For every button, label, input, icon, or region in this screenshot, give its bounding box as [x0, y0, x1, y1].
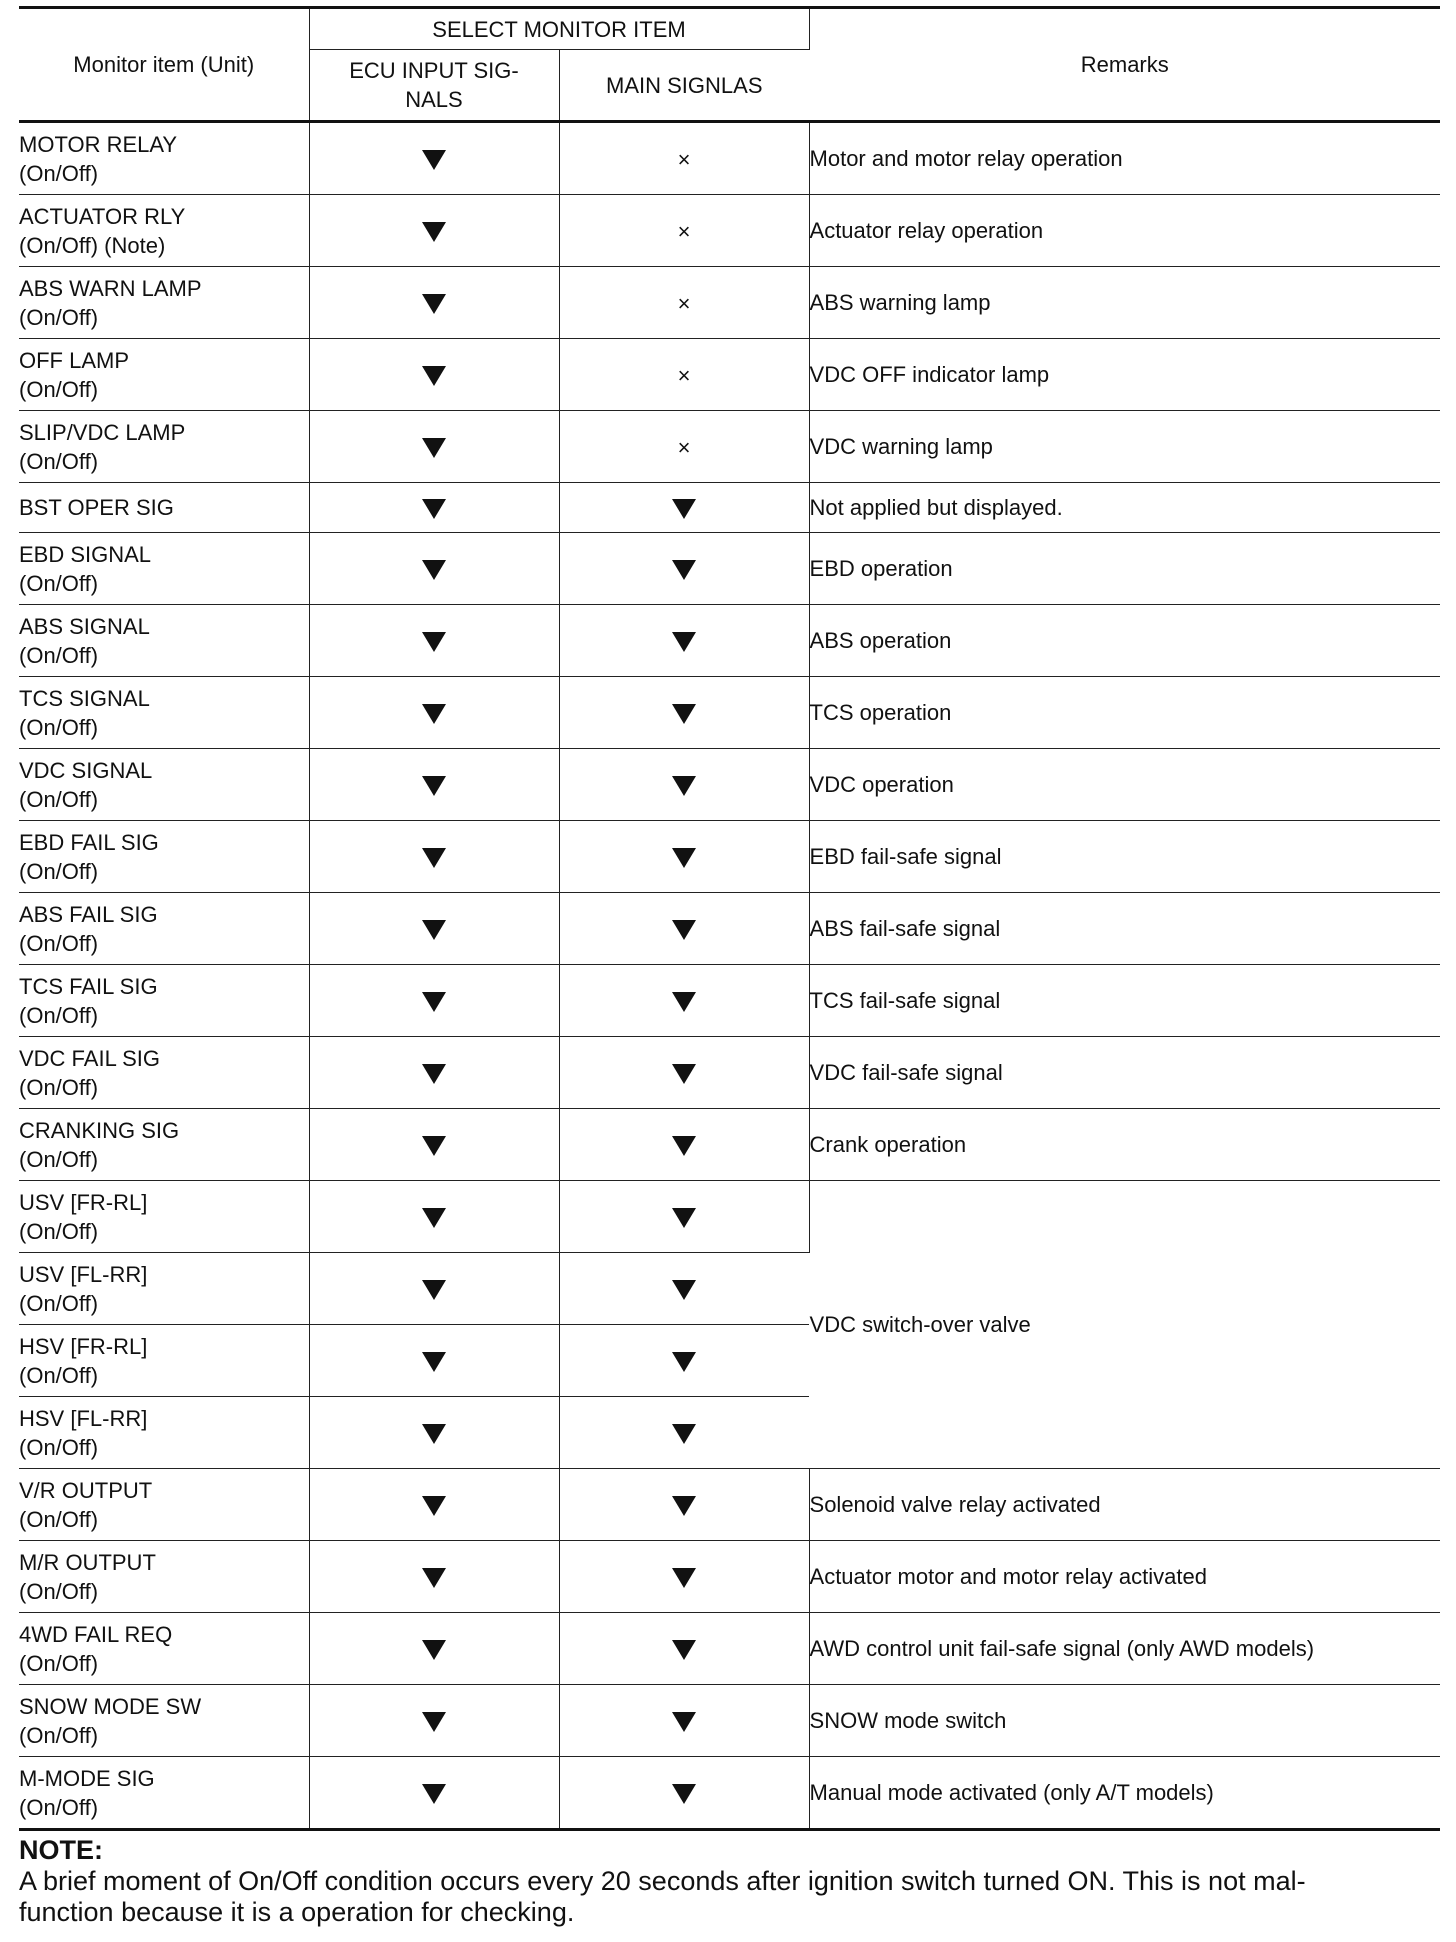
monitor-item-header: Monitor item (Unit) [19, 8, 309, 122]
monitor-item-name: VDC FAIL SIG [19, 1045, 161, 1071]
main-mark-cell [559, 1253, 809, 1325]
monitor-item-unit: (On/Off) [19, 376, 99, 402]
applicable-triangle-icon [672, 499, 696, 519]
main-mark-cell [559, 339, 809, 411]
monitor-item-cell [19, 1757, 309, 1830]
monitor-item-name: ABS SIGNAL [19, 613, 150, 639]
ecu-mark-cell [309, 749, 559, 821]
table-row [19, 1181, 1440, 1253]
applicable-triangle-icon [672, 1208, 696, 1228]
main-mark-cell [559, 195, 809, 267]
monitor-item-name: TCS FAIL SIG [19, 973, 158, 999]
remarks-cell: Motor and motor relay operation [809, 122, 1440, 195]
monitor-item-name: BST OPER SIG [19, 495, 174, 520]
applicable-triangle-icon [672, 632, 696, 652]
ecu-mark-cell [309, 339, 559, 411]
main-mark-cell [559, 749, 809, 821]
monitor-item-cell [19, 1325, 309, 1397]
applicable-triangle-icon [422, 1640, 446, 1660]
ecu-input-signals-header: ECU INPUT SIG- NALS [309, 50, 559, 122]
monitor-item-name: VDC SIGNAL [19, 757, 153, 783]
remarks-header: Remarks [809, 8, 1440, 122]
table-row [19, 339, 1440, 411]
applicable-triangle-icon [422, 1568, 446, 1588]
table-row [19, 1613, 1440, 1685]
monitor-item-unit: (On/Off) [19, 1290, 99, 1316]
table-row [19, 1469, 1440, 1541]
ecu-mark-cell [309, 893, 559, 965]
monitor-item-name: EBD FAIL SIG [19, 829, 159, 855]
main-mark-cell [559, 483, 809, 533]
remarks-cell: Not applied but displayed. [809, 483, 1440, 533]
ecu-mark-cell [309, 122, 559, 195]
monitor-item-name: EBD SIGNAL [19, 541, 152, 567]
monitor-item-cell [19, 965, 309, 1037]
table-row [19, 965, 1440, 1037]
monitor-item-name: HSV [FL-RR] [19, 1405, 148, 1431]
monitor-item-name: 4WD FAIL REQ [19, 1621, 173, 1647]
remarks-cell-merged: VDC switch-over valve [809, 1181, 1440, 1469]
monitor-item-cell [19, 1253, 309, 1325]
table-row [19, 893, 1440, 965]
monitor-item-cell [19, 122, 309, 195]
note-title: NOTE: [19, 1835, 103, 1865]
monitor-item-cell [19, 339, 309, 411]
remarks-cell: Solenoid valve relay activated [809, 1469, 1440, 1541]
applicable-triangle-icon [672, 848, 696, 868]
remarks-cell: VDC OFF indicator lamp [809, 339, 1440, 411]
monitor-item-unit: (On/Off) [19, 642, 99, 668]
monitor-item-cell [19, 821, 309, 893]
monitor-item-cell [19, 1181, 309, 1253]
applicable-triangle-icon [422, 1208, 446, 1228]
ecu-mark-cell [309, 1685, 559, 1757]
main-mark-cell [559, 605, 809, 677]
monitor-item-unit: (On/Off) [19, 1794, 99, 1820]
main-mark-cell [559, 1469, 809, 1541]
main-mark-cell [559, 1037, 809, 1109]
monitor-item-unit: (On/Off) [19, 1074, 99, 1100]
main-mark-cell [559, 267, 809, 339]
applicable-triangle-icon [422, 776, 446, 796]
main-mark-cell [559, 122, 809, 195]
main-mark-cell [559, 677, 809, 749]
table-row [19, 1037, 1440, 1109]
applicable-triangle-icon [422, 848, 446, 868]
applicable-triangle-icon [422, 560, 446, 580]
main-mark-cell [559, 1541, 809, 1613]
monitor-item-unit: (On/Off) [19, 448, 99, 474]
note-body: A brief moment of On/Off condition occurs every 20 seconds after ignition switch turned ON. This is not mal- function because it is a operation for checking. [19, 1866, 1306, 1927]
remarks-cell: Actuator relay operation [809, 195, 1440, 267]
applicable-triangle-icon [672, 920, 696, 940]
table-row [19, 749, 1440, 821]
main-signals-header: MAIN SIGNLAS [559, 50, 809, 122]
select-monitor-item-header: SELECT MONITOR ITEM [309, 8, 809, 50]
monitor-item-cell [19, 411, 309, 483]
not-applicable-cross-icon: × [677, 291, 691, 317]
applicable-triangle-icon [672, 1496, 696, 1516]
main-mark-cell [559, 1685, 809, 1757]
monitor-item-cell [19, 1397, 309, 1469]
monitor-item-cell [19, 1037, 309, 1109]
monitor-item-unit: (On/Off) [19, 786, 99, 812]
remarks-cell: VDC fail-safe signal [809, 1037, 1440, 1109]
main-mark-cell [559, 533, 809, 605]
monitor-item-unit: (On/Off) [19, 858, 99, 884]
ecu-mark-cell [309, 1109, 559, 1181]
main-mark-cell [559, 1397, 809, 1469]
monitor-item-table [19, 6, 1440, 1831]
monitor-item-unit: (On/Off) [19, 1722, 99, 1748]
applicable-triangle-icon [672, 1568, 696, 1588]
monitor-item-cell [19, 267, 309, 339]
monitor-item-unit: (On/Off) [19, 304, 99, 330]
applicable-triangle-icon [422, 222, 446, 242]
monitor-item-unit: (On/Off) [19, 1578, 99, 1604]
main-mark-cell [559, 1325, 809, 1397]
remarks-cell: ABS fail-safe signal [809, 893, 1440, 965]
monitor-item-cell [19, 533, 309, 605]
applicable-triangle-icon [422, 992, 446, 1012]
remarks-cell: Manual mode activated (only A/T models) [809, 1757, 1440, 1830]
monitor-item-unit: (On/Off) [19, 714, 99, 740]
main-mark-cell [559, 1181, 809, 1253]
ecu-mark-cell [309, 483, 559, 533]
applicable-triangle-icon [672, 1352, 696, 1372]
table-row [19, 533, 1440, 605]
main-mark-cell [559, 1613, 809, 1685]
main-mark-cell [559, 1757, 809, 1830]
monitor-item-cell [19, 1613, 309, 1685]
ecu-mark-cell [309, 195, 559, 267]
main-mark-cell [559, 1109, 809, 1181]
table-row [19, 195, 1440, 267]
monitor-item-unit: (On/Off) [19, 1506, 99, 1532]
applicable-triangle-icon [672, 1136, 696, 1156]
not-applicable-cross-icon: × [677, 147, 691, 173]
monitor-item-cell [19, 749, 309, 821]
applicable-triangle-icon [422, 438, 446, 458]
remarks-cell: EBD fail-safe signal [809, 821, 1440, 893]
main-mark-cell [559, 965, 809, 1037]
remarks-cell: VDC operation [809, 749, 1440, 821]
applicable-triangle-icon [422, 920, 446, 940]
applicable-triangle-icon [672, 992, 696, 1012]
ecu-mark-cell [309, 605, 559, 677]
monitor-item-cell [19, 483, 309, 533]
monitor-item-name: ACTUATOR RLY [19, 203, 186, 229]
monitor-item-name: OFF LAMP [19, 347, 130, 373]
main-mark-cell [559, 411, 809, 483]
monitor-item-unit: (On/Off) [19, 570, 99, 596]
document-page [19, 6, 1440, 1928]
monitor-item-unit: (On/Off) [19, 1362, 99, 1388]
monitor-item-cell [19, 195, 309, 267]
ecu-mark-cell [309, 1613, 559, 1685]
monitor-item-name: M/R OUTPUT [19, 1549, 156, 1575]
not-applicable-cross-icon: × [677, 435, 691, 461]
not-applicable-cross-icon: × [677, 363, 691, 389]
monitor-item-name: TCS SIGNAL [19, 685, 150, 711]
main-mark-cell [559, 821, 809, 893]
monitor-item-unit: (On/Off) [19, 930, 99, 956]
applicable-triangle-icon [672, 560, 696, 580]
main-mark-cell [559, 893, 809, 965]
applicable-triangle-icon [422, 1496, 446, 1516]
remarks-cell: SNOW mode switch [809, 1685, 1440, 1757]
applicable-triangle-icon [422, 704, 446, 724]
table-row [19, 1685, 1440, 1757]
table-row [19, 122, 1440, 195]
ecu-mark-cell [309, 533, 559, 605]
ecu-mark-cell [309, 1757, 559, 1830]
table-row [19, 1109, 1440, 1181]
monitor-item-cell [19, 893, 309, 965]
ecu-mark-cell [309, 267, 559, 339]
monitor-item-cell [19, 1109, 309, 1181]
ecu-mark-cell [309, 677, 559, 749]
ecu-mark-cell [309, 1469, 559, 1541]
applicable-triangle-icon [672, 1784, 696, 1804]
monitor-item-name: SLIP/VDC LAMP [19, 419, 186, 445]
remarks-cell: Actuator motor and motor relay activated [809, 1541, 1440, 1613]
remarks-cell: ABS operation [809, 605, 1440, 677]
monitor-item-name: MOTOR RELAY [19, 131, 178, 157]
monitor-item-unit: (On/Off) [19, 1218, 99, 1244]
table-row [19, 677, 1440, 749]
remarks-cell: AWD control unit fail-safe signal (only AWD models) [809, 1613, 1440, 1685]
monitor-item-name: USV [FR-RL] [19, 1189, 148, 1215]
table-row [19, 267, 1440, 339]
monitor-item-name: SNOW MODE SW [19, 1693, 202, 1719]
note-section [19, 1835, 1440, 1928]
monitor-item-unit: (On/Off) [19, 1002, 99, 1028]
applicable-triangle-icon [422, 1064, 446, 1084]
monitor-item-name: HSV [FR-RL] [19, 1333, 148, 1359]
applicable-triangle-icon [672, 1712, 696, 1732]
ecu-mark-cell [309, 411, 559, 483]
ecu-mark-cell [309, 1037, 559, 1109]
remarks-cell: Crank operation [809, 1109, 1440, 1181]
ecu-mark-cell [309, 1541, 559, 1613]
table-row [19, 1541, 1440, 1613]
monitor-item-cell [19, 1685, 309, 1757]
applicable-triangle-icon [422, 499, 446, 519]
monitor-item-cell [19, 1541, 309, 1613]
monitor-item-cell [19, 1469, 309, 1541]
applicable-triangle-icon [422, 1280, 446, 1300]
monitor-item-name: ABS WARN LAMP [19, 275, 202, 301]
monitor-item-name: CRANKING SIG [19, 1117, 180, 1143]
table-row [19, 605, 1440, 677]
applicable-triangle-icon [422, 1424, 446, 1444]
applicable-triangle-icon [422, 294, 446, 314]
applicable-triangle-icon [672, 704, 696, 724]
monitor-item-cell [19, 677, 309, 749]
remarks-cell: ABS warning lamp [809, 267, 1440, 339]
ecu-mark-cell [309, 1325, 559, 1397]
table-row [19, 411, 1440, 483]
applicable-triangle-icon [672, 1064, 696, 1084]
not-applicable-cross-icon: × [677, 219, 691, 245]
applicable-triangle-icon [672, 1640, 696, 1660]
remarks-cell: EBD operation [809, 533, 1440, 605]
applicable-triangle-icon [672, 776, 696, 796]
applicable-triangle-icon [422, 1784, 446, 1804]
remarks-cell: VDC warning lamp [809, 411, 1440, 483]
monitor-item-cell [19, 605, 309, 677]
monitor-item-name: V/R OUTPUT [19, 1477, 153, 1503]
remarks-cell: TCS operation [809, 677, 1440, 749]
applicable-triangle-icon [422, 150, 446, 170]
table-row [19, 821, 1440, 893]
applicable-triangle-icon [422, 366, 446, 386]
monitor-item-unit: (On/Off) [19, 1434, 99, 1460]
applicable-triangle-icon [422, 632, 446, 652]
ecu-mark-cell [309, 1397, 559, 1469]
monitor-item-unit: (On/Off) [19, 1650, 99, 1676]
monitor-item-name: ABS FAIL SIG [19, 901, 158, 927]
applicable-triangle-icon [422, 1136, 446, 1156]
ecu-mark-cell [309, 965, 559, 1037]
ecu-mark-cell [309, 821, 559, 893]
applicable-triangle-icon [422, 1352, 446, 1372]
ecu-mark-cell [309, 1181, 559, 1253]
table-row [19, 1757, 1440, 1830]
applicable-triangle-icon [672, 1424, 696, 1444]
monitor-item-unit: (On/Off) [19, 1146, 99, 1172]
applicable-triangle-icon [672, 1280, 696, 1300]
monitor-item-unit: (On/Off) [19, 160, 99, 186]
applicable-triangle-icon [422, 1712, 446, 1732]
monitor-item-name: USV [FL-RR] [19, 1261, 148, 1287]
monitor-item-unit: (On/Off) (Note) [19, 232, 166, 258]
remarks-cell: TCS fail-safe signal [809, 965, 1440, 1037]
monitor-item-name: M-MODE SIG [19, 1765, 155, 1791]
ecu-mark-cell [309, 1253, 559, 1325]
table-row [19, 483, 1440, 533]
